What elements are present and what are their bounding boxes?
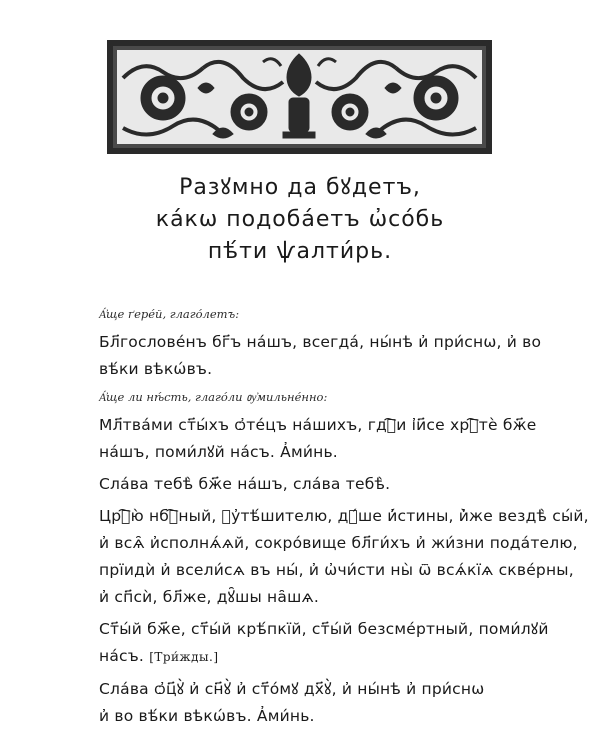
trisagion-line-2: [99, 643, 519, 671]
thrice-rubric: [Три́жды.]: [149, 650, 219, 664]
ornamental-headpiece: [103, 38, 496, 156]
title-line-1: Разꙋмно да бꙋдетъ,: [179, 175, 421, 200]
prayer-fathers-line-2: на́шъ, поми́лꙋй на́съ. А҆ми́нь.: [99, 443, 338, 461]
glory-father-line-2: и҆ во вѣ́ки вѣкѡ́въ. А҆ми́нь.: [99, 707, 315, 725]
blessing-line-2: вѣ́ки вѣкѡ́въ.: [99, 360, 213, 378]
trisagion-line-2-text: на́съ.: [99, 647, 145, 665]
blessing-paragraph: [99, 329, 542, 383]
prayer-fathers-line-1: Мл҃тва́ми ст҃ы́хъ ѻ҆те́цъ на́шихъ, гдⷭ҇и і҆и҃се хрⷭ҇тѐ бж҃е: [99, 416, 537, 434]
glory-to-thee-line: Сла́ва тебѣ̀ бж҃е на́шъ, сла́ва тебѣ̀.: [99, 475, 391, 493]
heavenly-king-line-4: и҆ сп҃сѝ, бл҃же, дꙋ̑шы на̑шѧ.: [99, 588, 319, 606]
prayer-fathers-paragraph: [99, 412, 537, 466]
title-line-2: ка́кѡ подоба́етъ ѡ҆со́бь: [155, 207, 445, 232]
heavenly-king-line-1: Црⷭ҇ю̀ нбⷭ҇ный, ᲂу҆тѣ́шителю, дꙋ́ше и҆́стины, и҆̀же вездѣ̀ сы́й,: [99, 507, 589, 525]
heavenly-king-line-2: и҆ всѧ̑ и҆сполнѧ́ѧй, сокро́вище бл҃ги́хъ и҆ жи́зни пода́телю,: [99, 534, 578, 552]
blessing-line-1: Бл҃гослове́нъ бг҃ъ на́шъ, всегда́, ны́нѣ и҆ при́снѡ, и҆ во: [99, 333, 542, 351]
title-line-3: пѣ́ти ѱалти́рь.: [207, 239, 393, 264]
glory-to-thee-paragraph: [99, 471, 519, 498]
rubric-priest: А҆́ще ґере́й, глаго́летъ:: [99, 307, 240, 321]
trisagion-paragraph: [99, 616, 549, 671]
prayer-text: [99, 305, 589, 735]
page-title: [0, 172, 600, 268]
glory-father-line-1: Сла́ва ѻ҆ц҃ꙋ̀ и҆ сн҃ꙋ̀ и҆ ст҃о́мꙋ дх҃ꙋ̀, и҆ ны́нѣ и҆ при́снѡ: [99, 680, 485, 698]
heavenly-king-paragraph: [99, 503, 589, 611]
rubric-layman: А҆́ще ли нѣ́сть, глаго́ли ᲂу҆мильне́нно:: [99, 390, 328, 404]
glory-father-paragraph: [99, 676, 519, 730]
trisagion-line-1: Ст҃ы́й бж҃е, ст҃ы́й крѣ́пкїй, ст҃ы́й безсме́ртный, поми́лꙋй: [99, 620, 549, 638]
heavenly-king-line-3: прїидѝ и҆ всели́сѧ въ ны́, и҆ ѡ҆чи́сти ны̀ ѿ всѧ́кїѧ скве́рны,: [99, 561, 574, 579]
